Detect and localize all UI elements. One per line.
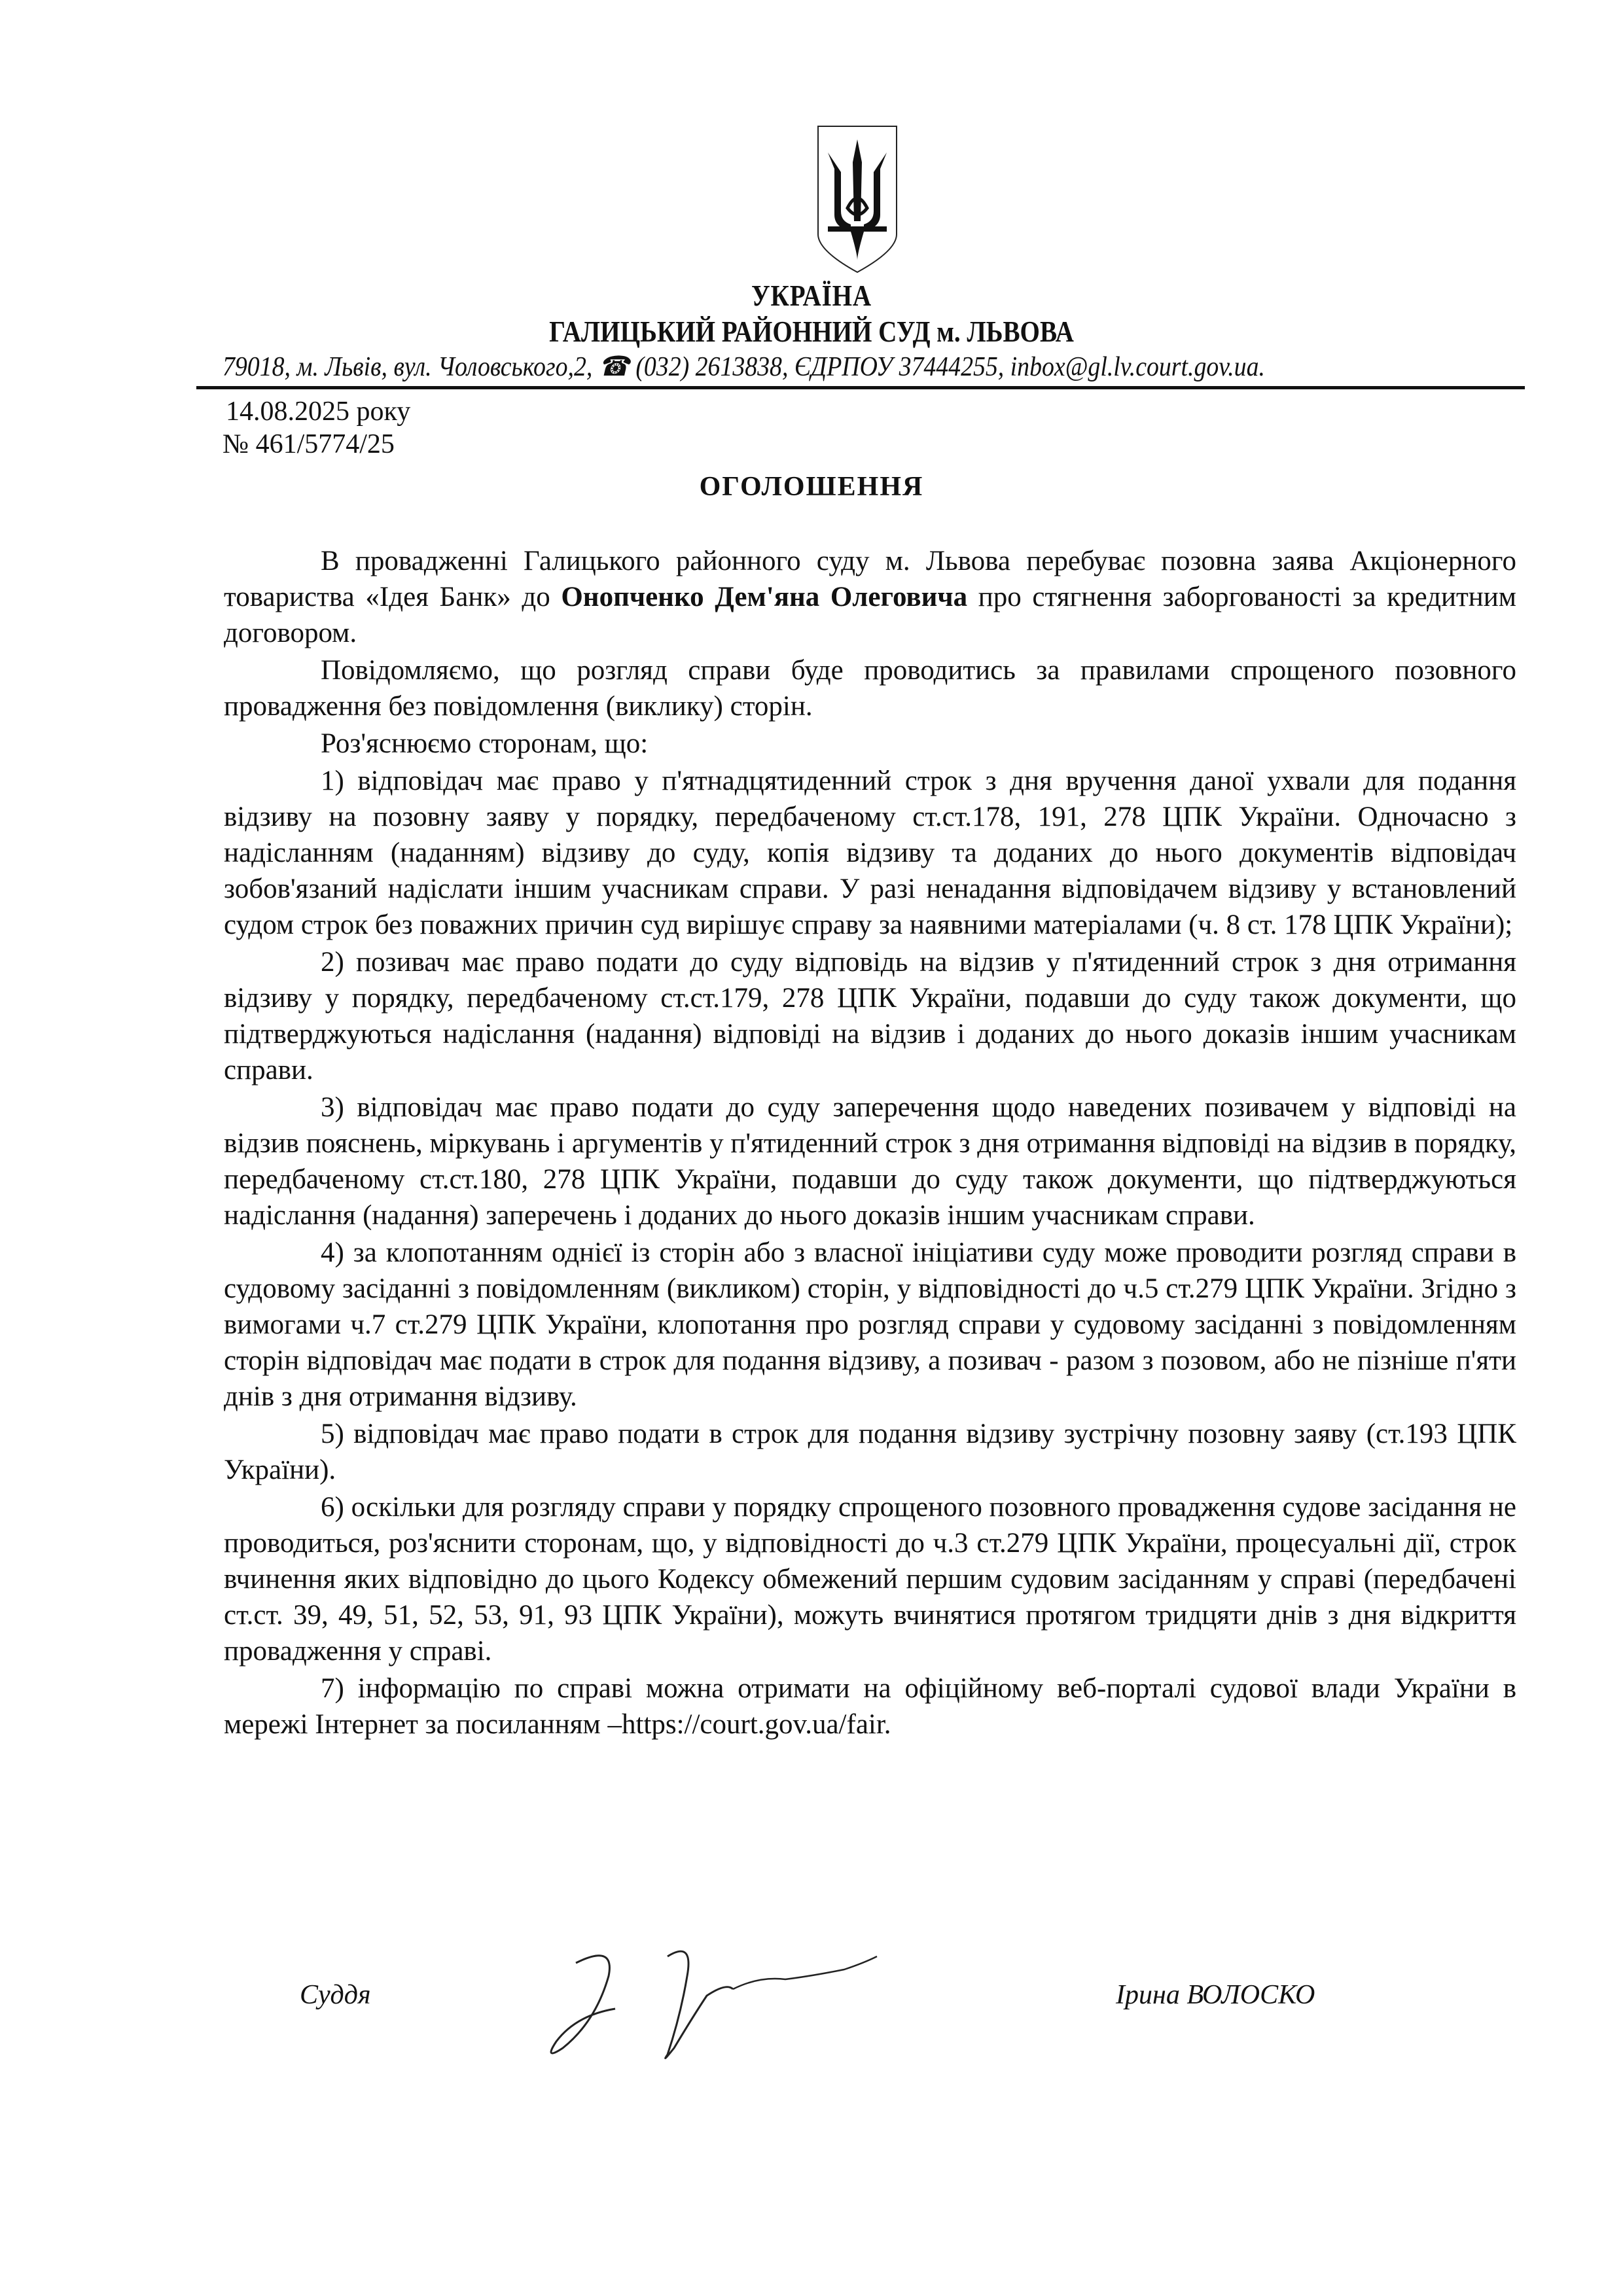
- list-item: 5) відповідач має право подати в строк для подання відзиву зустрічну позовну заяву (ст.193 ЦПК України).: [224, 1419, 1516, 1485]
- paragraph-clarification: Роз'яснюємо сторонам, що:: [321, 728, 649, 759]
- defendant-name: Онопченко Дем'яна Олеговича: [561, 582, 968, 612]
- list-item: 6) оскільки для розгляду справи у порядку спрощеного позовного провадження судове засідання не проводиться, роз'яснити сторонам, що, у відповідності до ч.3 ст.279 ЦПК України, процесуальні дії, строк вчинення яких відповідно до цього Кодексу обмежений першим судовим засіданням у справі (передбачені ст.ст. 39, 49, 51, 52, 53, 91, 93 ЦПК України), можуть вчинятися протягом тридцяти днів з дня відкриття провадження у справі.: [224, 1492, 1516, 1667]
- header-divider: [196, 386, 1525, 389]
- intro-text-end: про стягнення заборгованості за кредитним договором.: [224, 582, 1516, 648]
- court-edrpou: ЄДРПОУ 37444255,: [794, 352, 1005, 382]
- judge-label: Суддя: [300, 1980, 371, 2010]
- list-item: 3) відповідач має право подати до суду заперечення щодо наведених позивачем у відповіді на відзив пояснень, міркувань і аргументів у п'ятиденний строк з дня отримання відповіді на відзив в порядку, передбаченому ст.ст.180, 278 ЦПК України, подавши до суду також документи, що підтверджуються надіслання (надання) заперечень і доданих до нього доказів іншим учасникам справи.: [224, 1092, 1516, 1231]
- coat-of-arms-trident-icon: [815, 123, 900, 274]
- list-item: 1) відповідач має право у п'ятнадцятиденний строк з дня вручення даної ухвали для подання відзиву на позовну заяву у порядку, передбаченому ст.ст.178, 191, 278 ЦПК України. Одночасно з надісланням (наданням) відзиву до суду, копія відзиву та доданих до нього документів відповідач зобов'язаний надіслати іншим учасникам справи. У разі ненадання відповідачем відзиву у встановлений судом строк без поважних причин суд вирішує справу за наявними матеріалами (ч. 8 ст. 178 ЦПК України);: [224, 766, 1516, 940]
- intro-text: В провадженні Галицького районного суду м. Львова перебуває позовна заява Акціонерного товариства «Ідея Банк» до: [224, 546, 1516, 612]
- court-name: ГАЛИЦЬКИЙ РАЙОННИЙ СУД м. ЛЬВОВА: [549, 315, 1074, 348]
- telephone-icon: ☎: [598, 352, 630, 382]
- country-heading: УКРАЇНА: [751, 279, 872, 312]
- court-address: 79018, м. Львів, вул. Чоловського,2,: [223, 352, 593, 382]
- document-title: ОГОЛОШЕННЯ: [699, 472, 924, 502]
- list-item: 4) за клопотанням однієї із сторін або з власної ініціативи суду може проводити розгляд справи в судовому засіданні з повідомленням (викликом) сторін, у відповідності до ч.5 ст.279 ЦПК України. Згідно з вимогами ч.7 ст.279 ЦПК України, клопотання про розгляд справи у судовому засіданні з повідомленням сторін відповідач має подати в строк для подання відзиву, а позивач - разом з позовом, або не пізніше п'яти днів з дня отримання відзиву.: [224, 1237, 1516, 1412]
- paragraph-notice: Повідомляємо, що розгляд справи буде проводитись за правилами спрощеного позовного провадження без повідомлення (виклику) сторін.: [224, 655, 1516, 722]
- court-contacts: [223, 350, 1371, 383]
- handwritten-signature: [537, 1937, 903, 2068]
- list-item: 7) інформацію по справі можна отримати на офіційному веб-порталі судової влади України в мережі Інтернет за посиланням –https://court.gov.ua/fair.: [224, 1673, 1516, 1740]
- announcement-body: [224, 543, 1516, 1744]
- document-date: 14.08.2025 року: [226, 397, 411, 427]
- list-item: 2) позивач має право подати до суду відповідь на відзив у п'ятиденний строк з дня отримання відзиву у порядку, передбаченому ст.ст.179, 278 ЦПК України, подавши до суду також документи, що підтверджуються надіслання (надання) відповіді на відзив і доданих до нього доказів іншим учасникам справи.: [224, 947, 1516, 1086]
- paragraph-intro: [224, 543, 1516, 651]
- case-number: № 461/5774/25: [223, 429, 395, 459]
- court-phone: (032) 2613838,: [635, 352, 789, 382]
- judge-name: Ірина ВОЛОСКО: [1116, 1980, 1315, 2010]
- court-email: inbox@gl.lv.court.gov.ua.: [1010, 352, 1265, 382]
